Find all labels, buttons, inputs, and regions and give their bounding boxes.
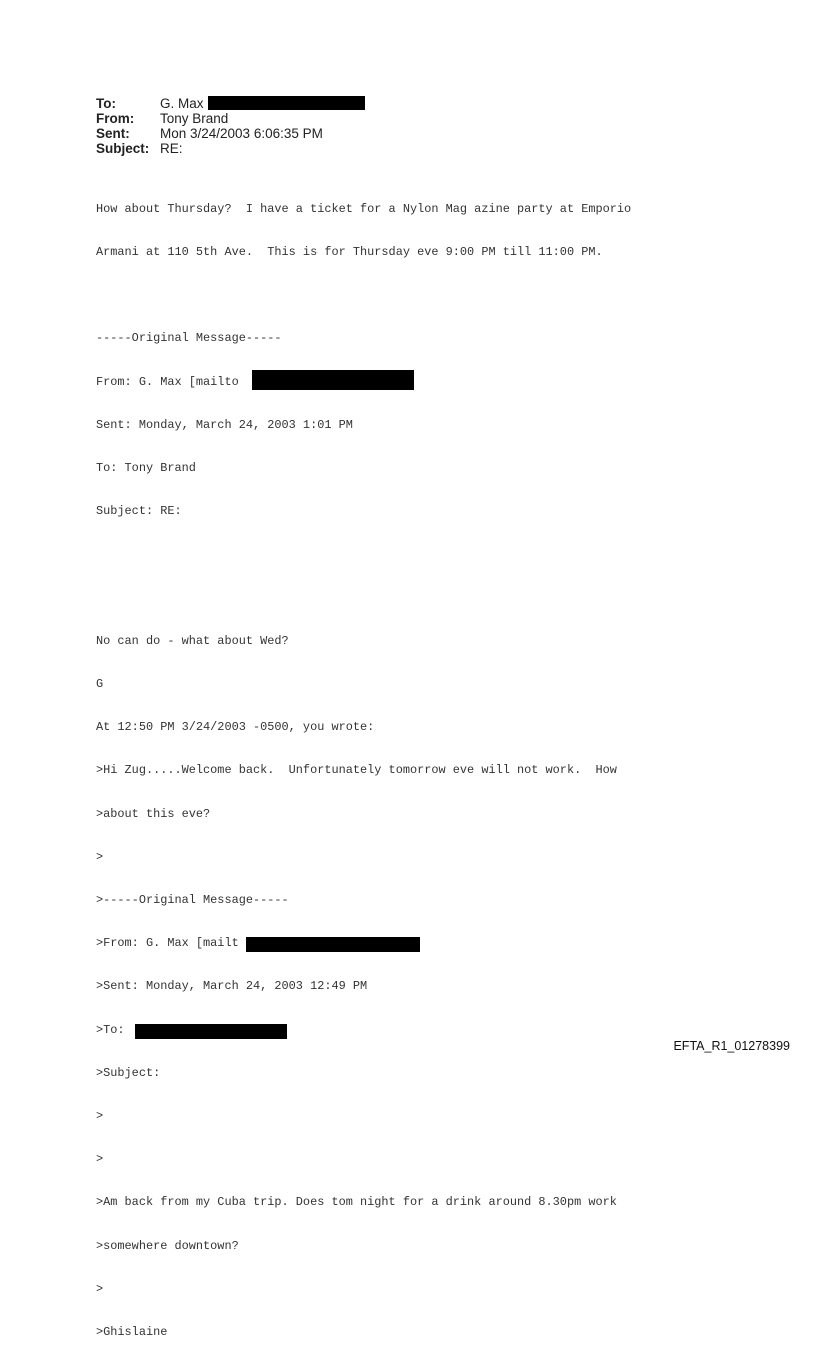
body-line: >Hi Zug.....Welcome back. Unfortunately tomorrow eve will not work. How xyxy=(96,763,617,778)
body-line: G xyxy=(96,677,104,692)
from-label: From: xyxy=(96,111,135,126)
body-line: -----Original Message----- xyxy=(96,331,282,346)
body-line: At 12:50 PM 3/24/2003 -0500, you wrote: xyxy=(96,720,375,735)
sent-label: Sent: xyxy=(96,126,130,141)
body-line: Armani at 110 5th Ave. This is for Thursday eve 9:00 PM till 11:00 PM. xyxy=(96,245,603,260)
body-line: To: Tony Brand xyxy=(96,461,196,476)
body-line: > xyxy=(96,1109,104,1124)
body-line-text: >To: xyxy=(96,1022,125,1037)
body-line: >Ghislaine xyxy=(96,1325,168,1340)
body-line-with-redaction xyxy=(96,1023,631,1037)
sent-value: Mon 3/24/2003 6:06:35 PM xyxy=(160,126,323,141)
subject-label: Subject: xyxy=(96,141,150,156)
body-line xyxy=(96,288,631,302)
body-line: >somewhere downtown? xyxy=(96,1238,239,1253)
sent-row xyxy=(96,126,365,141)
body-line: > xyxy=(96,1152,104,1167)
body-line: >Am back from my Cuba trip. Does tom night for a drink around 8.30pm work xyxy=(96,1195,617,1210)
body-line: >Subject: xyxy=(96,1065,161,1080)
body-line xyxy=(96,547,631,561)
to-name: G. Max xyxy=(160,96,204,111)
redaction-box xyxy=(246,937,420,952)
body-line: > xyxy=(96,1281,104,1296)
body-line-text: >From: G. Max [mailt xyxy=(96,936,239,951)
body-line: No can do - what about Wed? xyxy=(96,633,289,648)
body-line: >-----Original Message----- xyxy=(96,893,289,908)
subject-row xyxy=(96,141,365,156)
to-label: To: xyxy=(96,96,116,111)
body-line-with-redaction xyxy=(96,936,631,950)
body-line-with-redaction xyxy=(96,375,631,389)
body-line: Sent: Monday, March 24, 2003 1:01 PM xyxy=(96,417,353,432)
to-row xyxy=(96,96,365,111)
body-line: >Sent: Monday, March 24, 2003 12:49 PM xyxy=(96,979,368,994)
email-body xyxy=(96,173,631,1354)
document-id: EFTA_R1_01278399 xyxy=(673,1039,790,1053)
body-line xyxy=(96,591,631,605)
redaction-box xyxy=(208,96,365,110)
from-value: Tony Brand xyxy=(160,111,229,126)
body-line-text: From: G. Max [mailto xyxy=(96,374,239,389)
redaction-box xyxy=(135,1024,287,1039)
body-line: How about Thursday? I have a ticket for a Nylon Mag azine party at Emporio xyxy=(96,201,632,216)
body-line: Subject: RE: xyxy=(96,504,182,519)
subject-value: RE: xyxy=(160,141,183,156)
body-line: >about this eve? xyxy=(96,806,211,821)
redaction-box xyxy=(252,370,414,390)
to-value xyxy=(160,96,365,111)
from-row xyxy=(96,111,365,126)
email-header xyxy=(96,96,365,156)
body-line: > xyxy=(96,849,104,864)
